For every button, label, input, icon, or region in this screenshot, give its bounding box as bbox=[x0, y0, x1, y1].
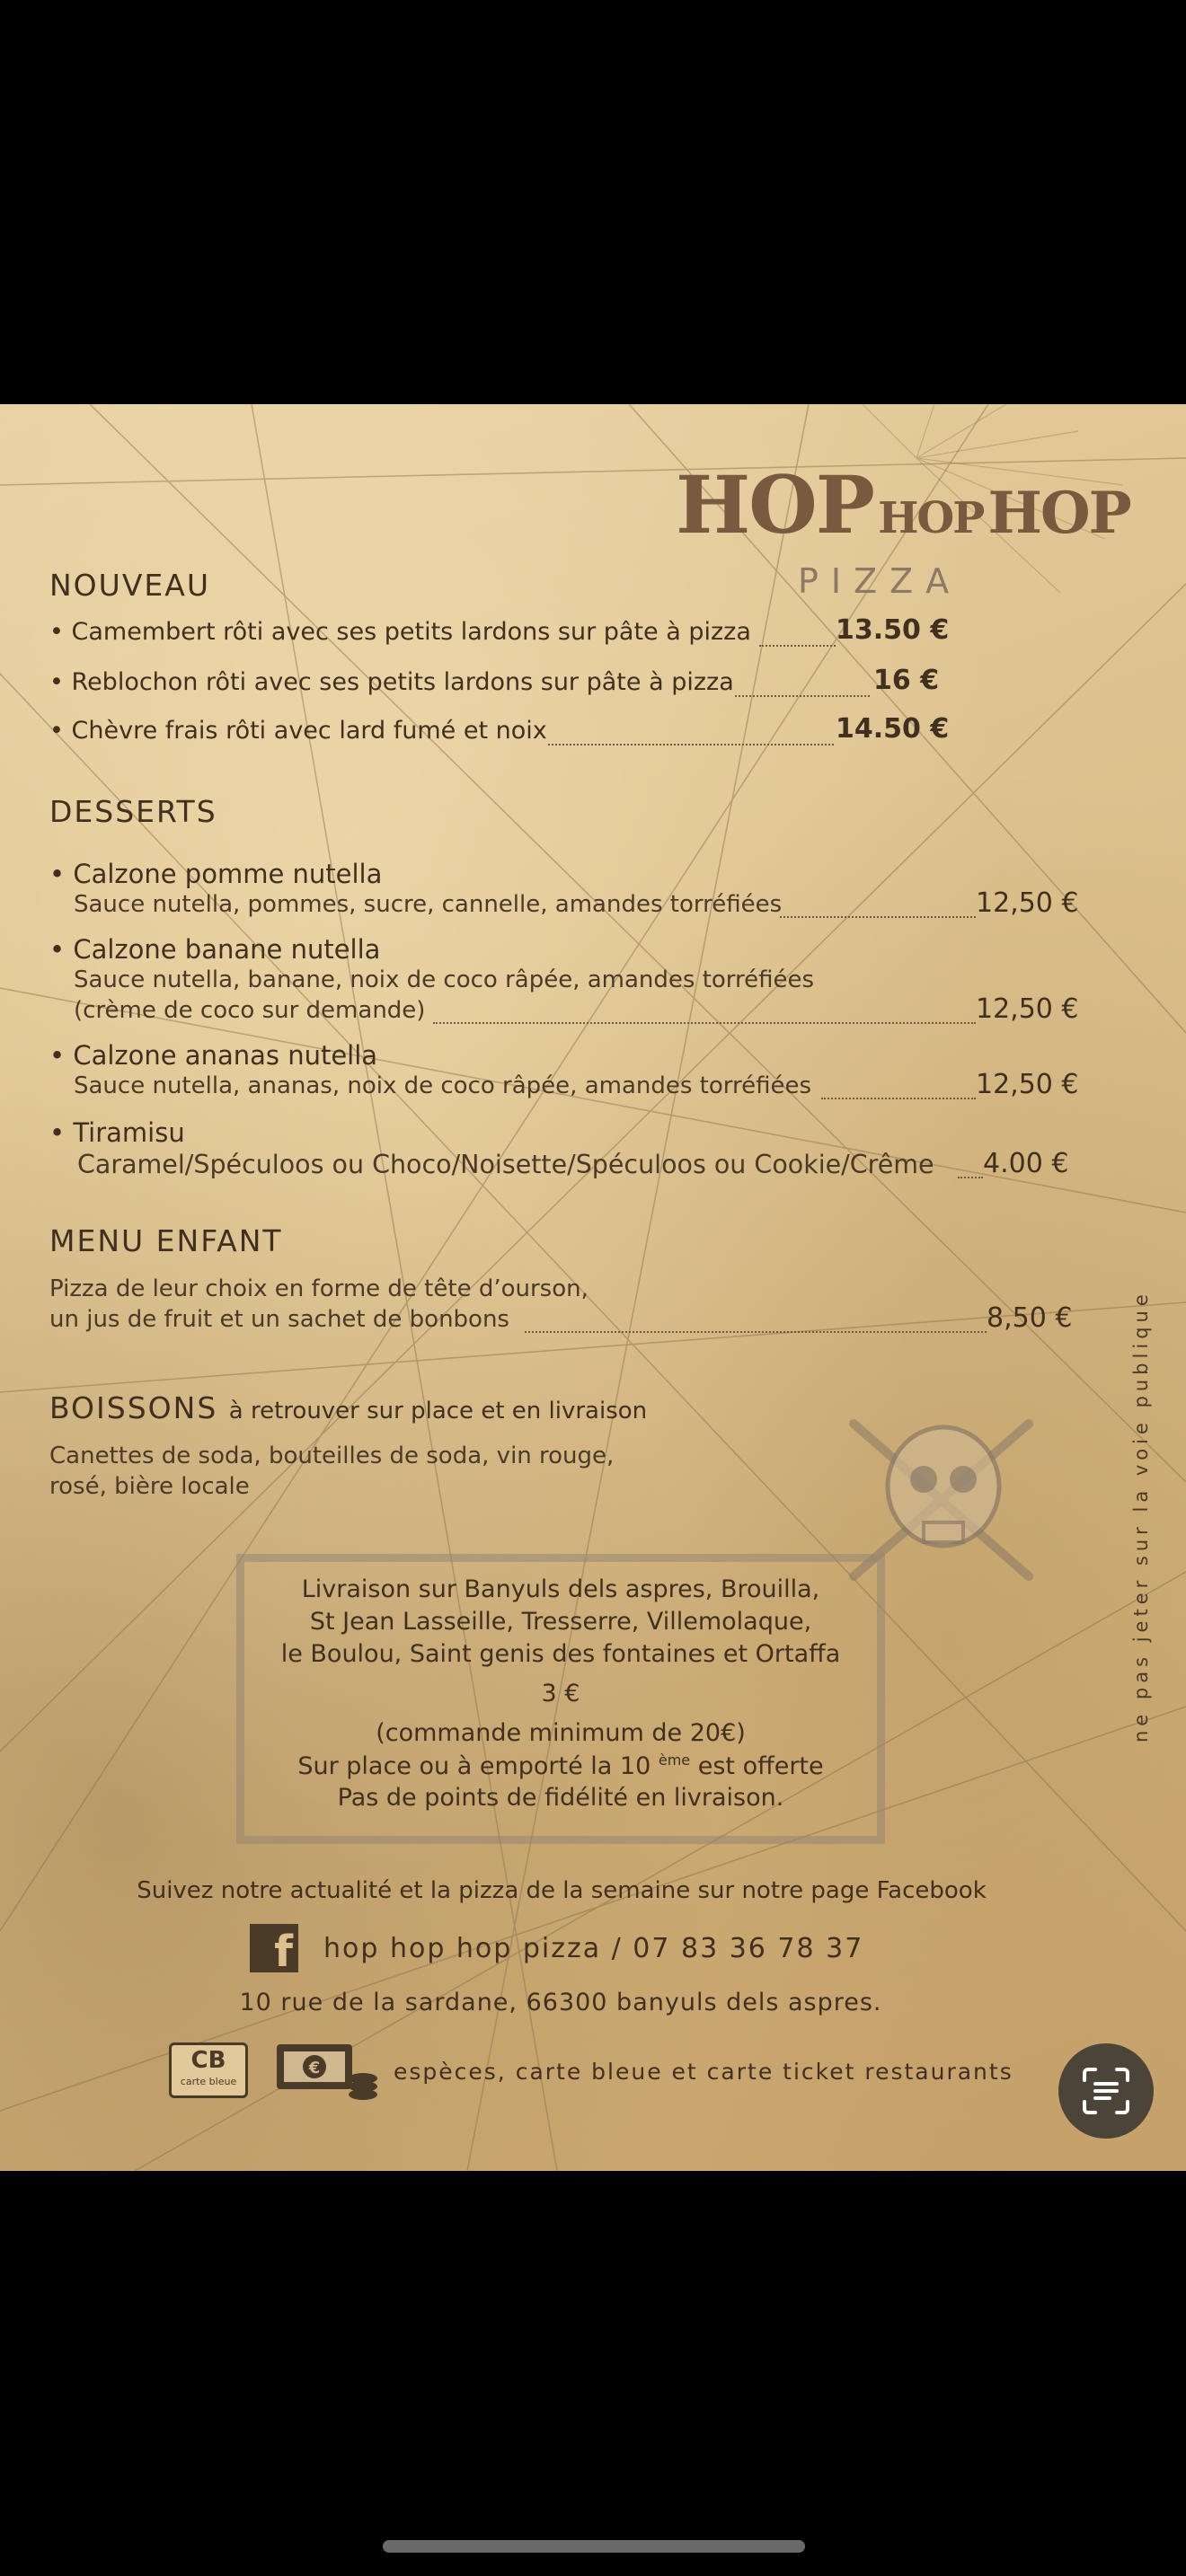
item-price: 4.00 € bbox=[983, 1148, 1069, 1179]
side-note: ne pas jeter sur la voie publique bbox=[1130, 1290, 1152, 1742]
leader-dots bbox=[735, 695, 870, 697]
logo-subtitle: PIZZA bbox=[798, 561, 962, 601]
list-item: • Chèvre frais rôti avec lard fumé et noix bbox=[49, 717, 547, 745]
item-description: Sauce nutella, pommes, sucre, cannelle, amandes torréfiées bbox=[74, 891, 783, 918]
list-item: • Reblochon rôti avec ses petits lardons sur pâte à pizza bbox=[49, 668, 734, 696]
carte-bleue-icon bbox=[169, 2042, 248, 2098]
list-item: • Calzone pomme nutella bbox=[49, 859, 383, 889]
leader-dots bbox=[525, 1331, 987, 1333]
section-title-boissons: BOISSONS à retrouver sur place et en livraison bbox=[49, 1390, 648, 1425]
leader-dots bbox=[433, 1022, 976, 1024]
leader-dots bbox=[821, 1098, 976, 1099]
item-description: (crème de coco sur demande) bbox=[74, 997, 426, 1024]
logo-word-1: HOP bbox=[676, 458, 873, 551]
item-description: un jus de fruit et un sachet de bonbons bbox=[49, 1306, 509, 1333]
item-description: Pizza de leur choix en forme de tête d’ourson, bbox=[49, 1275, 589, 1302]
logo bbox=[676, 458, 1130, 551]
leader-dots bbox=[759, 645, 836, 647]
carte-bleue-logo-subtext: carte bleue bbox=[180, 2076, 237, 2087]
delivery-line: St Jean Lasseille, Tresserre, Villemolaque, bbox=[309, 1608, 812, 1636]
facebook-note: Suivez notre actualité et la pizza de la semaine sur notre page Facebook bbox=[137, 1877, 987, 1904]
section-title-desserts: DESSERTS bbox=[49, 794, 217, 829]
address-line: 10 rue de la sardane, 66300 banyuls dels aspres. bbox=[239, 1989, 882, 2016]
item-price: 8,50 € bbox=[987, 1302, 1073, 1334]
delivery-line: Livraison sur Banyuls dels aspres, Brouilla, bbox=[301, 1575, 820, 1603]
item-description: Canettes de soda, bouteilles de soda, vin rouge, bbox=[49, 1442, 615, 1469]
scan-text-button[interactable] bbox=[1058, 2043, 1154, 2139]
item-price: 14.50 € bbox=[836, 713, 950, 745]
item-price: 16 € bbox=[873, 665, 940, 696]
logo-word-3: HOP bbox=[987, 480, 1130, 547]
list-item: • Calzone ananas nutella bbox=[49, 1040, 378, 1071]
delivery-fidelity: Pas de points de fidélité en livraison. bbox=[337, 1784, 784, 1812]
item-description: Sauce nutella, banane, noix de coco râpée, amandes torréfiées bbox=[74, 966, 815, 993]
delivery-fee: 3 € bbox=[541, 1680, 580, 1707]
delivery-offer: Sur place ou à emporté la 10 $^{ème}$ est offerte bbox=[297, 1751, 824, 1780]
list-item: • Calzone banane nutella bbox=[49, 934, 381, 965]
scan-text-icon bbox=[1079, 2064, 1133, 2118]
section-title-menu-enfant: MENU ENFANT bbox=[49, 1223, 283, 1258]
item-price: 12,50 € bbox=[976, 887, 1079, 919]
svg-text:€: € bbox=[308, 2059, 321, 2078]
carte-bleue-logo-text: CB bbox=[190, 2047, 226, 2074]
item-price: 13.50 € bbox=[836, 614, 950, 646]
section-subtitle: à retrouver sur place et en livraison bbox=[228, 1398, 648, 1425]
leader-dots bbox=[780, 916, 976, 918]
delivery-minimum: (commande minimum de 20€) bbox=[376, 1719, 746, 1747]
item-price: 12,50 € bbox=[976, 1069, 1079, 1100]
item-description: Sauce nutella, ananas, noix de coco râpée, amandes torréfiées bbox=[74, 1072, 812, 1099]
logo-word-2: HOP bbox=[878, 493, 984, 543]
delivery-line: le Boulou, Saint genis des fontaines et Ortaffa bbox=[280, 1640, 841, 1668]
section-title-nouveau: NOUVEAU bbox=[49, 568, 210, 603]
cash-icon bbox=[275, 2042, 381, 2102]
menu-image bbox=[0, 404, 1186, 2171]
leader-dots bbox=[548, 744, 834, 745]
leader-dots bbox=[958, 1177, 983, 1178]
payment-methods: espèces, carte bleue et carte ticket restaurants bbox=[394, 2059, 1013, 2085]
contact-line: hop hop hop pizza / 07 83 36 78 37 bbox=[323, 1933, 864, 1964]
list-item: • Camembert rôti avec ses petits lardons sur pâte à pizza bbox=[49, 618, 751, 646]
item-description: Caramel/Spéculoos ou Choco/Noisette/Spéculoos ou Cookie/Crême bbox=[77, 1150, 934, 1179]
facebook-icon: f bbox=[250, 1924, 298, 1972]
item-price: 12,50 € bbox=[976, 993, 1079, 1025]
list-item: • Tiramisu bbox=[49, 1117, 185, 1148]
home-indicator[interactable] bbox=[383, 2540, 805, 2553]
item-description: rosé, bière locale bbox=[49, 1473, 250, 1500]
